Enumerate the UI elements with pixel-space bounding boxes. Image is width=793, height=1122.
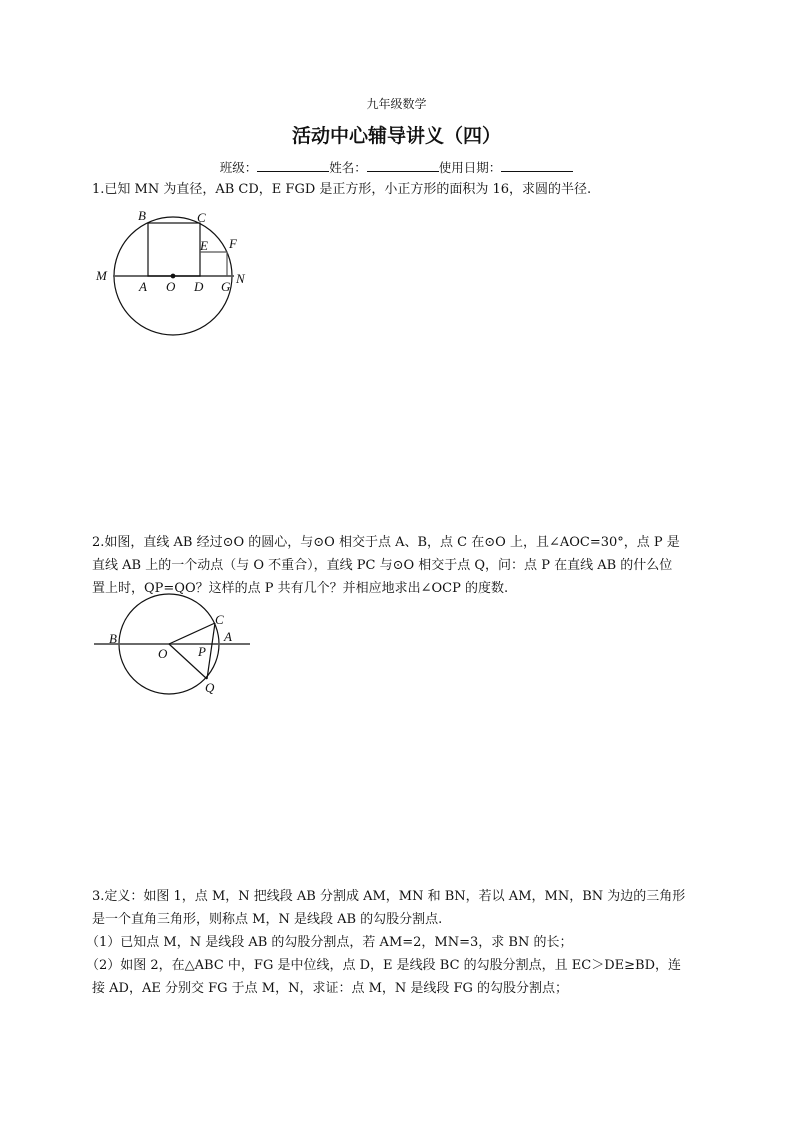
name-label: 姓名： <box>329 160 367 175</box>
q3-line-5: 接 AD，AE 分别交 FG 于点 M，N，求证：点 M，N 是线段 FG 的勾股分割点； <box>92 981 569 996</box>
fig2-label-c: C <box>215 612 224 627</box>
fig1-small-square <box>200 252 227 276</box>
fig1-label-o: O <box>166 279 176 294</box>
fig1-label-e: E <box>200 238 208 253</box>
q3-line-2: 是一个直角三角形，则称点 M，N 是线段 AB 的勾股分割点. <box>92 912 443 927</box>
fig1-label-m: M <box>96 268 107 283</box>
fig1-label-a: A <box>139 279 147 294</box>
fig2-label-p: P <box>198 644 206 659</box>
fig1-label-f: F <box>229 236 237 251</box>
fig1-large-square <box>148 223 200 276</box>
q2-line-3: 置上时，QP=QO？这样的点 P 共有几个？并相应地求出∠OCP 的度数. <box>92 581 509 596</box>
q2-line-1: 2.如图，直线 AB 经过⊙O 的圆心，与⊙O 相交于点 A、B，点 C 在⊙O 上，且∠AOC=30°，点 P 是 <box>92 535 680 550</box>
fig1-label-d: D <box>194 279 204 294</box>
fig2-label-b: B <box>109 631 117 646</box>
class-label: 班级： <box>219 160 258 175</box>
figure-1 <box>113 217 234 335</box>
q3-line-1: 3.定义：如图 1，点 M，N 把线段 AB 分割成 AM，MN 和 BN，若以 AM，MN，BN 为边的三角形 <box>92 889 686 904</box>
fig1-label-c: C <box>197 210 206 225</box>
q3-line-3: （1）已知点 M，N 是线段 AB 的勾股分割点，若 AM=2，MN=3，求 BN 的长； <box>86 935 573 950</box>
page-title: 活动中心辅导讲义（四） <box>291 125 501 147</box>
date-label: 使用日期： <box>438 160 502 175</box>
figure-2 <box>94 594 250 694</box>
q1-text: 1.已知 MN 为直径，AB CD，E FGD 是正方形，小正方形的面积为 16，求圆的半径. <box>92 182 592 197</box>
subject-header: 九年级数学 <box>366 97 427 111</box>
fig1-center-dot <box>171 274 175 278</box>
fig1-label-g: G <box>221 279 231 294</box>
fig2-label-a: A <box>224 629 232 644</box>
fig2-label-o: O <box>158 646 168 661</box>
fig2-label-q: Q <box>205 680 215 695</box>
fig1-label-n: N <box>236 271 245 286</box>
fig1-label-b: B <box>138 208 146 223</box>
fig2-segment-oc <box>169 623 215 644</box>
q2-line-2: 直线 AB 上的一个动点（与 O 不重合），直线 PC 与⊙O 相交于点 Q，问：点 P 在直线 AB 的什么位 <box>92 558 673 573</box>
q3-line-4: （2）如图 2，在△ABC 中，FG 是中位线，点 D，E 是线段 BC 的勾股分割点，且 EC＞DE≥BD，连 <box>86 958 682 973</box>
